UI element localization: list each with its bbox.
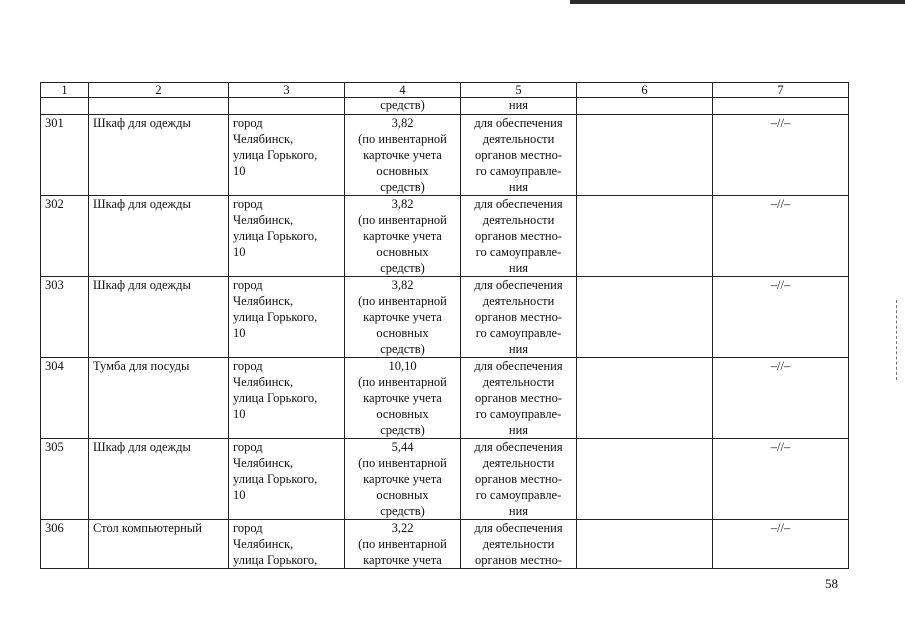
item-ditto: –//– <box>713 277 849 358</box>
item-col6 <box>577 196 713 277</box>
column-header: 7 <box>713 83 849 98</box>
item-name: Шкаф для одежды <box>89 439 229 520</box>
continuation-row <box>41 98 849 115</box>
item-address: город Челябинск, улица Горького, 10 <box>229 277 345 358</box>
inventory-table <box>40 82 849 569</box>
column-header: 5 <box>461 83 577 98</box>
item-number: 303 <box>41 277 89 358</box>
table-cell <box>229 98 345 115</box>
item-ditto: –//– <box>713 115 849 196</box>
item-ditto: –//– <box>713 439 849 520</box>
item-cost: 3,82 (по инвентарной карточке учета основных средств) <box>345 277 461 358</box>
item-col6 <box>577 439 713 520</box>
item-address: город Челябинск, улица Горького, 10 <box>229 358 345 439</box>
table-row <box>41 115 849 196</box>
item-purpose: для обеспечения деятельности органов местно- <box>461 520 577 569</box>
table-cell <box>41 98 89 115</box>
item-address: город Челябинск, улица Горького, 10 <box>229 196 345 277</box>
item-purpose: для обеспечения деятельности органов местно- го самоуправле- ния <box>461 196 577 277</box>
table-row <box>41 196 849 277</box>
cost-cell: средств) <box>345 98 461 115</box>
item-address: город Челябинск, улица Горького, <box>229 520 345 569</box>
item-purpose: для обеспечения деятельности органов местно- го самоуправле- ния <box>461 358 577 439</box>
table-row <box>41 277 849 358</box>
item-number: 302 <box>41 196 89 277</box>
item-address: город Челябинск, улица Горького, 10 <box>229 115 345 196</box>
item-cost: 5,44 (по инвентарной карточке учета основных средств) <box>345 439 461 520</box>
item-name: Стол компьютерный <box>89 520 229 569</box>
item-purpose: для обеспечения деятельности органов местно- го самоуправле- ния <box>461 277 577 358</box>
item-ditto: –//– <box>713 358 849 439</box>
item-number: 301 <box>41 115 89 196</box>
item-col6 <box>577 115 713 196</box>
item-cost: 3,82 (по инвентарной карточке учета основных средств) <box>345 196 461 277</box>
table-row <box>41 439 849 520</box>
purpose-cell: ния <box>461 98 577 115</box>
column-number-row <box>41 83 849 98</box>
item-cost: 3,22 (по инвентарной карточке учета <box>345 520 461 569</box>
item-number: 304 <box>41 358 89 439</box>
scan-margin-marks <box>896 300 899 380</box>
item-ditto: –//– <box>713 520 849 569</box>
item-col6 <box>577 520 713 569</box>
table-cell <box>89 98 229 115</box>
item-name: Тумба для посуды <box>89 358 229 439</box>
scan-edge <box>570 0 905 4</box>
item-purpose: для обеспечения деятельности органов местно- го самоуправле- ния <box>461 439 577 520</box>
column-header: 4 <box>345 83 461 98</box>
item-col6 <box>577 358 713 439</box>
table-cell <box>577 98 713 115</box>
column-header: 3 <box>229 83 345 98</box>
item-name: Шкаф для одежды <box>89 196 229 277</box>
item-name: Шкаф для одежды <box>89 277 229 358</box>
item-col6 <box>577 277 713 358</box>
item-purpose: для обеспечения деятельности органов местно- го самоуправле- ния <box>461 115 577 196</box>
column-header: 1 <box>41 83 89 98</box>
table-cell <box>713 98 849 115</box>
item-address: город Челябинск, улица Горького, 10 <box>229 439 345 520</box>
table-row <box>41 520 849 569</box>
column-header: 2 <box>89 83 229 98</box>
item-ditto: –//– <box>713 196 849 277</box>
column-header: 6 <box>577 83 713 98</box>
item-cost: 10,10 (по инвентарной карточке учета основных средств) <box>345 358 461 439</box>
item-name: Шкаф для одежды <box>89 115 229 196</box>
page-number: 58 <box>825 576 838 591</box>
item-cost: 3,82 (по инвентарной карточке учета основных средств) <box>345 115 461 196</box>
item-number: 305 <box>41 439 89 520</box>
table-row <box>41 358 849 439</box>
item-number: 306 <box>41 520 89 569</box>
